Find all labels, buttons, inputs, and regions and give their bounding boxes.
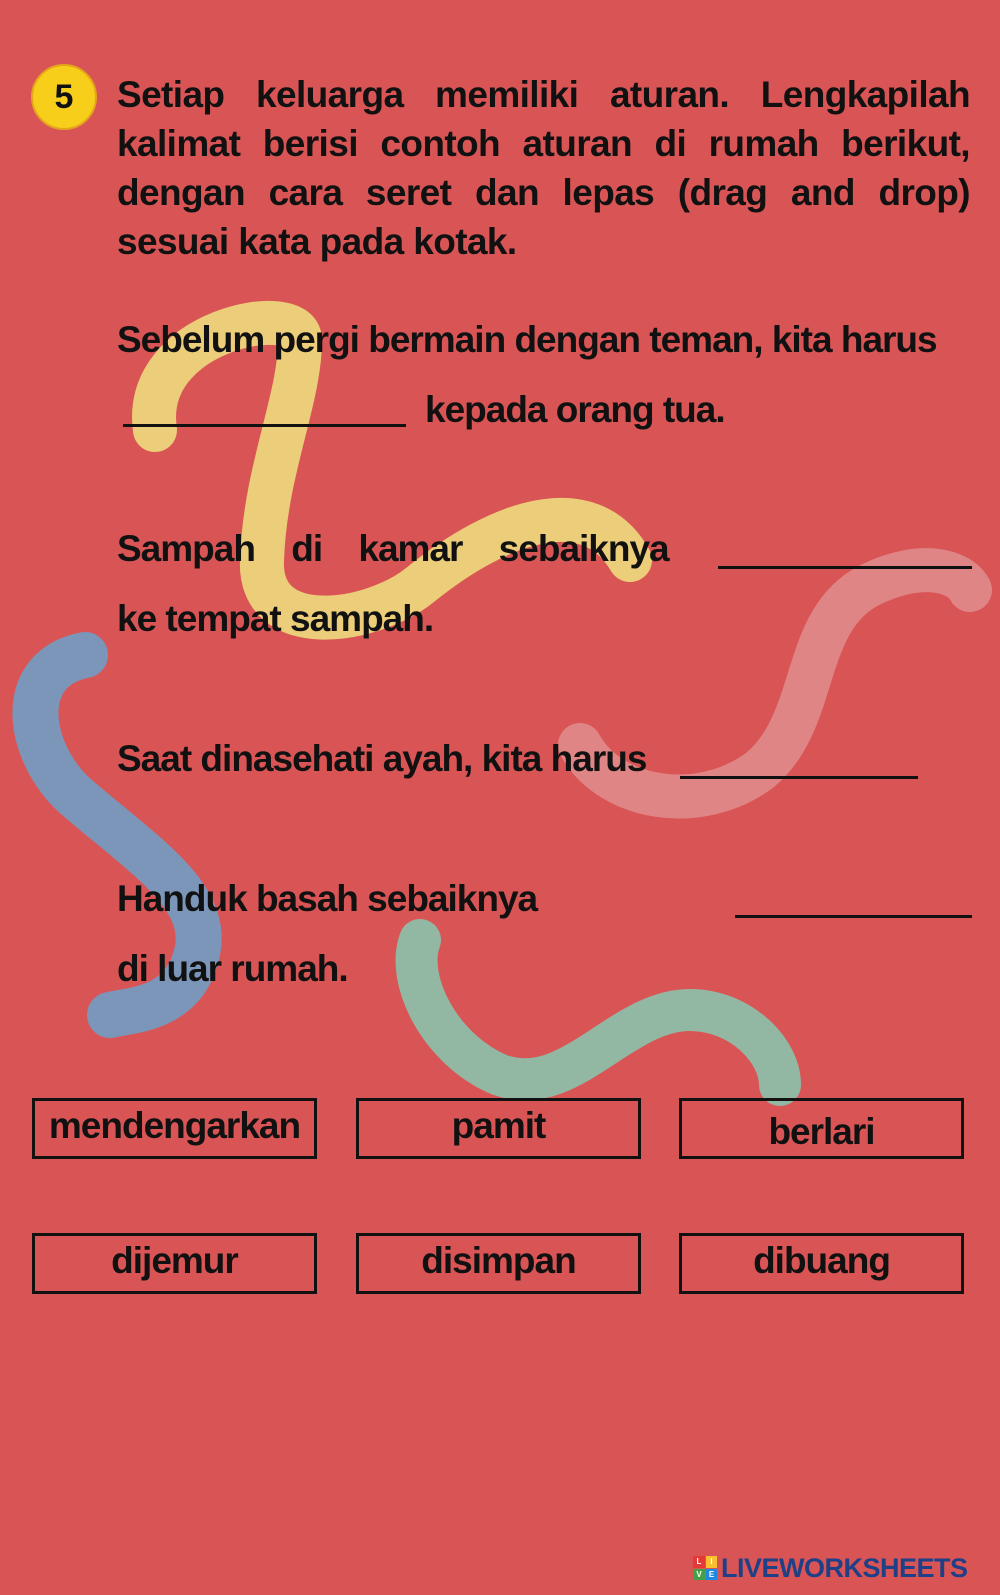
- question-number-badge: 5: [31, 64, 97, 130]
- sentence-1-before: Sebelum pergi bermain dengan teman, kita harus: [117, 319, 937, 360]
- sentence-4-before: Handuk basah sebaiknya: [117, 878, 538, 919]
- logo-letter-l: L: [693, 1556, 705, 1568]
- word-option-dijemur[interactable]: dijemur: [32, 1233, 317, 1294]
- sentence-2-drop-blank[interactable]: [718, 566, 972, 569]
- logo-letter-i: I: [706, 1556, 718, 1568]
- word-option-mendengarkan[interactable]: mendengarkan: [32, 1098, 317, 1159]
- sentence-1-after: kepada orang tua.: [425, 389, 725, 430]
- sentence-4-after: di luar rumah.: [117, 948, 348, 989]
- sentence-3-before: Saat dinasehati ayah, kita harus: [117, 738, 647, 779]
- sentence-3-drop-blank[interactable]: [680, 776, 918, 779]
- green-squiggle: [417, 940, 780, 1085]
- logo-letter-v: V: [693, 1569, 705, 1581]
- liveworksheets-logo-icon: [693, 1556, 717, 1580]
- liveworksheets-brand: [693, 1553, 968, 1583]
- sentence-2-after: ke tempat sampah.: [117, 598, 434, 639]
- sentence-2-before: Sampah di kamar sebaiknya: [117, 528, 669, 569]
- word-option-berlari[interactable]: berlari: [679, 1098, 964, 1159]
- yellow-squiggle: [154, 323, 630, 618]
- word-option-disimpan[interactable]: disimpan: [356, 1233, 641, 1294]
- word-option-pamit[interactable]: pamit: [356, 1098, 641, 1159]
- sentence-4-drop-blank[interactable]: [735, 915, 972, 918]
- brand-name: LIVEWORKSHEETS: [721, 1552, 968, 1583]
- sentence-1-drop-blank[interactable]: [123, 424, 406, 427]
- word-option-dibuang[interactable]: dibuang: [679, 1233, 964, 1294]
- logo-letter-e: E: [706, 1569, 718, 1581]
- sentence-2-before-row: [117, 527, 669, 571]
- question-instruction: Setiap keluarga memiliki aturan. Lengkapilah kalimat berisi contoh aturan di rumah berikut, dengan cara seret dan lepas (drag and drop) sesuai kata pada kotak.: [117, 74, 970, 262]
